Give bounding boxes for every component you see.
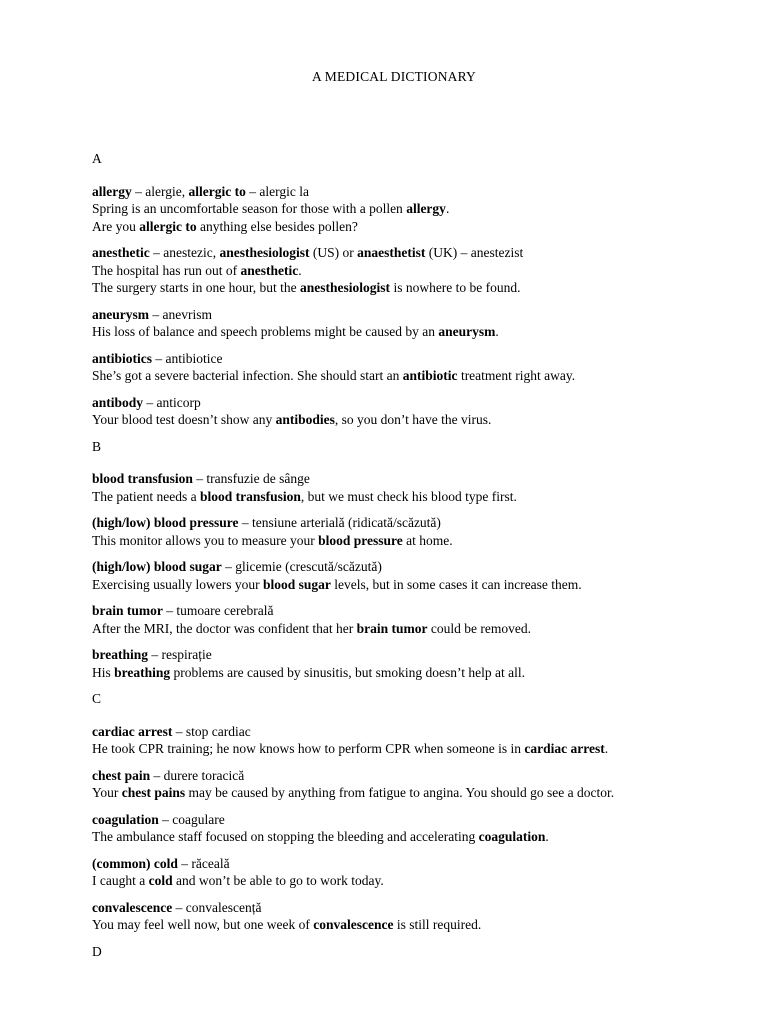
- bold-term: anesthetic: [92, 245, 150, 260]
- bold-term: allergic to: [188, 183, 246, 199]
- dictionary-entry: [92, 558, 742, 593]
- text-run: Spring is an uncomfortable season for those with a pollen: [92, 201, 407, 216]
- text-run: After the MRI, the doctor was confident that her: [92, 620, 357, 636]
- entry-headword: [92, 899, 742, 917]
- entry-headword: [92, 646, 742, 664]
- text-run: , but we must check his blood type first.: [300, 488, 517, 504]
- entry-headword: [92, 723, 742, 741]
- bold-term: blood sugar: [262, 576, 331, 592]
- bold-term: antibody: [92, 394, 144, 410]
- text-run: – antibiotice: [152, 350, 223, 366]
- text-run: His loss of balance and speech problems might be caused by an: [92, 324, 439, 339]
- entry-example: [92, 664, 742, 682]
- entry-example: [92, 620, 742, 638]
- text-run: – anevrism: [149, 306, 212, 322]
- text-run: The patient needs a: [92, 488, 200, 504]
- bold-term: coagulation: [92, 811, 159, 827]
- entry-headword: [92, 514, 742, 532]
- section-letter: A: [92, 151, 102, 166]
- entry-headword: [92, 811, 742, 829]
- text-run: .: [298, 262, 302, 278]
- entry-headword: [92, 558, 742, 576]
- bold-term: chest pains: [121, 785, 186, 800]
- text-run: His: [92, 664, 115, 680]
- entry-example: [92, 532, 742, 550]
- entry-example: [92, 279, 742, 297]
- text-run: – tensiune arterială (ridicată/scăzută): [238, 515, 441, 530]
- text-run: – alergic la: [245, 183, 309, 199]
- section-letter: B: [92, 438, 102, 454]
- text-run: (UK) – anestezist: [425, 245, 524, 260]
- bold-term: anesthesiologist: [219, 245, 310, 260]
- spacer: [92, 934, 742, 943]
- text-run: The surgery starts in one hour, but the: [92, 280, 301, 295]
- entry-headword: [92, 602, 742, 620]
- entry-headword: [92, 183, 742, 201]
- bold-term: (high/low) blood pressure: [92, 515, 239, 530]
- entry-example: [92, 872, 742, 890]
- entry-example: [92, 262, 742, 280]
- text-run: This monitor allows you to measure your: [92, 532, 319, 548]
- bold-term: allergy: [92, 183, 132, 199]
- text-run: treatment right away.: [457, 368, 576, 383]
- bold-term: (high/low) blood sugar: [92, 559, 222, 574]
- bold-term: antibiotic: [402, 368, 458, 383]
- bold-term: antibiotics: [92, 350, 153, 366]
- text-run: He took CPR training; he now knows how to perform CPR when someone is in: [92, 741, 525, 756]
- entry-example: [92, 740, 742, 758]
- entry-example: [92, 784, 742, 802]
- text-run: – transfuzie de sânge: [192, 471, 310, 486]
- text-run: and won’t be able to go to work today.: [172, 873, 384, 888]
- entry-example: [92, 323, 742, 341]
- bold-term: blood pressure: [318, 532, 403, 548]
- text-run: at home.: [402, 532, 453, 548]
- dictionary-entry: [92, 183, 742, 236]
- dictionary-entry: [92, 514, 742, 549]
- spacer: [92, 681, 742, 690]
- bold-term: breathing: [114, 664, 171, 680]
- bold-term: chest pain: [92, 767, 151, 783]
- dictionary-entry: [92, 646, 742, 681]
- text-run: – alergie,: [131, 183, 189, 199]
- bold-term: aneurysm: [438, 324, 496, 339]
- text-run: I caught a: [92, 873, 149, 888]
- dictionary-entry: [92, 811, 742, 846]
- text-run: is still required.: [393, 917, 482, 932]
- entry-headword: [92, 350, 742, 368]
- text-run: Are you: [92, 218, 140, 234]
- text-run: The ambulance staff focused on stopping the bleeding and accelerating: [92, 829, 479, 844]
- text-run: – durere toracică: [150, 767, 245, 783]
- spacer: [92, 890, 742, 899]
- text-run: levels, but in some cases it can increase them.: [330, 576, 582, 592]
- text-run: – coagulare: [158, 811, 225, 827]
- text-run: She’s got a severe bacterial infection. She should start an: [92, 368, 403, 383]
- entry-example: [92, 218, 742, 236]
- text-run: Your: [92, 785, 122, 800]
- entry-example: [92, 367, 742, 385]
- entry-headword: [92, 767, 742, 785]
- text-run: – convalescență: [172, 899, 262, 915]
- entry-headword: [92, 244, 742, 262]
- text-run: – răceală: [177, 855, 230, 871]
- text-run: – glicemie (crescută/scăzută): [221, 559, 382, 574]
- entry-example: [92, 411, 742, 429]
- page-title: A MEDICAL DICTIONARY: [312, 69, 476, 84]
- spacer: [92, 168, 742, 183]
- bold-term: brain tumor: [356, 620, 428, 636]
- bold-term: aneurysm: [92, 306, 149, 322]
- entry-headword: [92, 394, 742, 412]
- dictionary-entry: [92, 470, 742, 505]
- bold-term: anesthetic: [240, 262, 299, 278]
- text-run: Your blood test doesn’t show any: [92, 412, 276, 427]
- spacer: [92, 429, 742, 438]
- text-run: The hospital has run out of: [92, 262, 241, 278]
- bold-term: blood transfusion: [199, 488, 301, 504]
- text-run: – stop cardiac: [172, 723, 251, 739]
- bold-term: coagulation: [478, 829, 546, 844]
- bold-term: cardiac arrest: [524, 741, 605, 756]
- bold-term: brain tumor: [92, 603, 163, 618]
- spacer: [92, 385, 742, 394]
- text-run: You may feel well now, but one week of: [92, 917, 314, 932]
- bold-term: (common) cold: [92, 855, 178, 871]
- entry-example: [92, 828, 742, 846]
- section-letter: D: [92, 943, 102, 959]
- section-letter: C: [92, 691, 102, 706]
- spacer: [92, 637, 742, 646]
- bold-term: anaesthetist: [357, 245, 426, 260]
- text-run: .: [545, 829, 549, 844]
- bold-term: convalescence: [313, 917, 394, 932]
- spacer: [92, 708, 742, 723]
- dictionary-entry: [92, 899, 742, 934]
- entry-headword: [92, 470, 742, 488]
- entry-example: [92, 488, 742, 506]
- spacer: [92, 593, 742, 602]
- spacer: [92, 455, 742, 470]
- spacer: [92, 297, 742, 306]
- bold-term: cold: [148, 873, 173, 888]
- entry-example: [92, 576, 742, 594]
- spacer: [92, 505, 742, 514]
- bold-term: antibodies: [275, 412, 335, 427]
- text-run: – anestezic,: [149, 245, 220, 260]
- bold-term: convalescence: [92, 899, 173, 915]
- spacer: [92, 341, 742, 350]
- text-run: may be caused by anything from fatigue to angina. You should go see a doctor.: [185, 785, 615, 800]
- text-run: – anticorp: [143, 394, 201, 410]
- bold-term: allergy: [406, 201, 446, 216]
- dictionary-entry: [92, 602, 742, 637]
- text-run: anything else besides pollen?: [196, 218, 358, 234]
- text-run: , so you don’t have the virus.: [334, 412, 492, 427]
- entry-headword: [92, 855, 742, 873]
- spacer: [92, 846, 742, 855]
- bold-term: breathing: [92, 647, 149, 662]
- text-run: .: [604, 741, 609, 756]
- text-run: .: [445, 201, 450, 216]
- dictionary-entry: [92, 306, 742, 341]
- text-run: Exercising usually lowers your: [92, 576, 263, 592]
- dictionary-entry: [92, 244, 742, 297]
- spacer: [92, 758, 742, 767]
- entry-example: [92, 200, 742, 218]
- bold-term: allergic to: [139, 218, 197, 234]
- spacer: [92, 235, 742, 244]
- entry-headword: [92, 306, 742, 324]
- text-run: problems are caused by sinusitis, but smoking doesn’t help at all.: [170, 664, 525, 680]
- dictionary-entry: [92, 855, 742, 890]
- text-run: – tumoare cerebrală: [162, 603, 274, 618]
- dictionary-content: [92, 150, 742, 960]
- dictionary-entry: [92, 767, 742, 802]
- dictionary-entry: [92, 723, 742, 758]
- text-run: .: [495, 324, 499, 339]
- bold-term: cardiac arrest: [92, 723, 173, 739]
- spacer: [92, 802, 742, 811]
- text-run: – respirație: [148, 647, 212, 662]
- spacer: [92, 549, 742, 558]
- bold-term: blood transfusion: [92, 471, 193, 486]
- bold-term: anesthesiologist: [300, 280, 391, 295]
- entry-example: [92, 916, 742, 934]
- dictionary-entry: [92, 394, 742, 429]
- text-run: could be removed.: [427, 620, 532, 636]
- text-run: (US) or: [309, 245, 358, 260]
- text-run: is nowhere to be found.: [390, 280, 521, 295]
- dictionary-entry: [92, 350, 742, 385]
